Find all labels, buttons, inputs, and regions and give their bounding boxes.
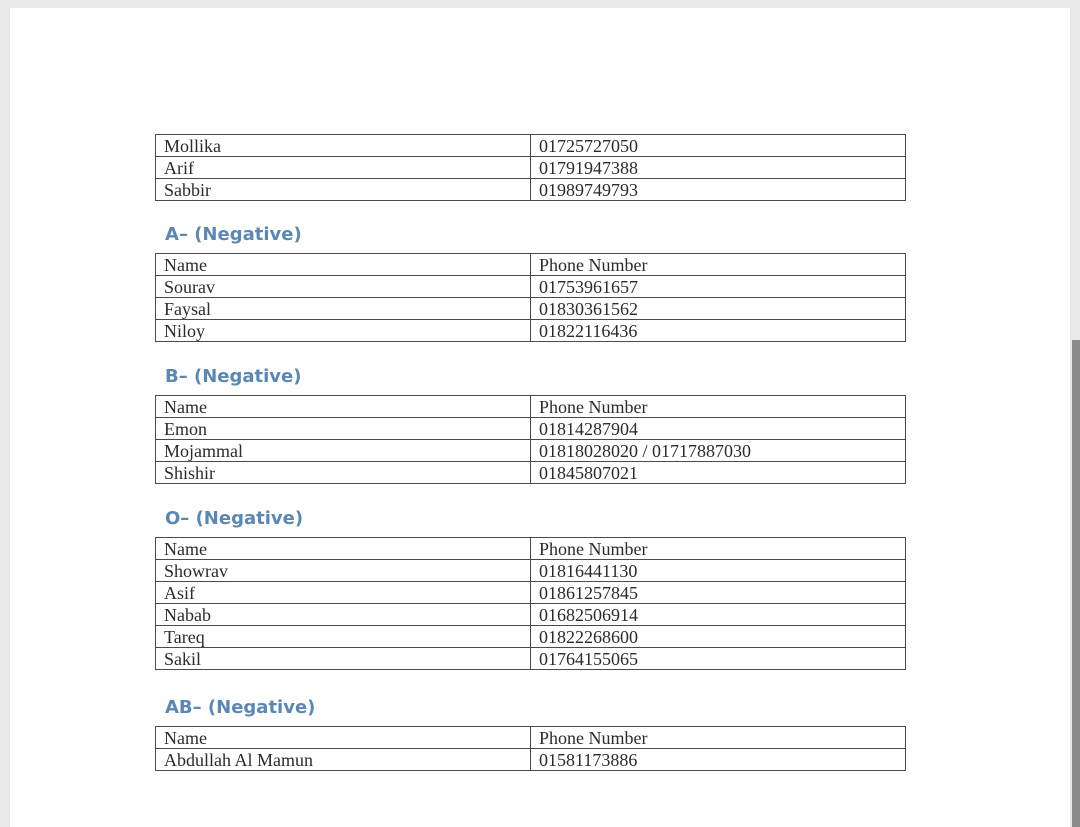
table-header-row <box>156 396 906 418</box>
donor-name: Abdullah Al Mamun <box>156 749 531 771</box>
table-row <box>156 440 906 462</box>
donor-name: Sourav <box>156 276 531 298</box>
donor-table-b-negative <box>155 395 906 484</box>
table-row <box>156 582 906 604</box>
table-row <box>156 320 906 342</box>
column-header-name: Name <box>156 538 531 560</box>
table-row <box>156 462 906 484</box>
donor-phone: 01581173886 <box>531 749 906 771</box>
column-header-phone: Phone Number <box>531 396 906 418</box>
donor-phone: 01822268600 <box>531 626 906 648</box>
section-heading-o-negative: O– (Negative) <box>165 508 304 529</box>
donor-name: Mollika <box>156 135 531 157</box>
donor-phone: 01816441130 <box>531 560 906 582</box>
table-row <box>156 604 906 626</box>
donor-phone: 01989749793 <box>531 179 906 201</box>
donor-table-o-negative <box>155 537 906 670</box>
donor-name: Emon <box>156 418 531 440</box>
donor-name: Arif <box>156 157 531 179</box>
donor-name: Niloy <box>156 320 531 342</box>
column-header-phone: Phone Number <box>531 254 906 276</box>
column-header-name: Name <box>156 254 531 276</box>
table-row <box>156 418 906 440</box>
section-heading-b-negative: B– (Negative) <box>165 366 302 387</box>
table-row <box>156 298 906 320</box>
table-header-row <box>156 538 906 560</box>
donor-phone: 01845807021 <box>531 462 906 484</box>
donor-phone: 01861257845 <box>531 582 906 604</box>
donor-phone: 01725727050 <box>531 135 906 157</box>
table-row <box>156 276 906 298</box>
donor-phone: 01753961657 <box>531 276 906 298</box>
donor-phone: 01764155065 <box>531 648 906 670</box>
donor-table-a-negative <box>155 253 906 342</box>
table-header-row <box>156 254 906 276</box>
donor-phone: 01682506914 <box>531 604 906 626</box>
column-header-name: Name <box>156 396 531 418</box>
donor-name: Nabab <box>156 604 531 626</box>
vertical-scrollbar[interactable] <box>1072 340 1080 827</box>
table-row <box>156 560 906 582</box>
section-heading-a-negative: A– (Negative) <box>165 224 302 245</box>
donor-phone: 01791947388 <box>531 157 906 179</box>
donor-phone: 01822116436 <box>531 320 906 342</box>
column-header-phone: Phone Number <box>531 727 906 749</box>
table-row <box>156 179 906 201</box>
column-header-name: Name <box>156 727 531 749</box>
document-page <box>10 8 1070 827</box>
table-row <box>156 648 906 670</box>
donor-name: Faysal <box>156 298 531 320</box>
donor-name: Mojammal <box>156 440 531 462</box>
table-row <box>156 135 906 157</box>
donor-phone: 01818028020 / 01717887030 <box>531 440 906 462</box>
donor-name: Shishir <box>156 462 531 484</box>
donor-name: Tareq <box>156 626 531 648</box>
donor-phone: 01830361562 <box>531 298 906 320</box>
column-header-phone: Phone Number <box>531 538 906 560</box>
donor-table-ab-negative <box>155 726 906 771</box>
donor-name: Sabbir <box>156 179 531 201</box>
table-row <box>156 749 906 771</box>
donor-table-continued <box>155 134 906 201</box>
donor-name: Asif <box>156 582 531 604</box>
table-header-row <box>156 727 906 749</box>
section-heading-ab-negative: AB– (Negative) <box>165 697 316 718</box>
table-row <box>156 157 906 179</box>
donor-name: Sakil <box>156 648 531 670</box>
donor-name: Showrav <box>156 560 531 582</box>
donor-phone: 01814287904 <box>531 418 906 440</box>
table-row <box>156 626 906 648</box>
